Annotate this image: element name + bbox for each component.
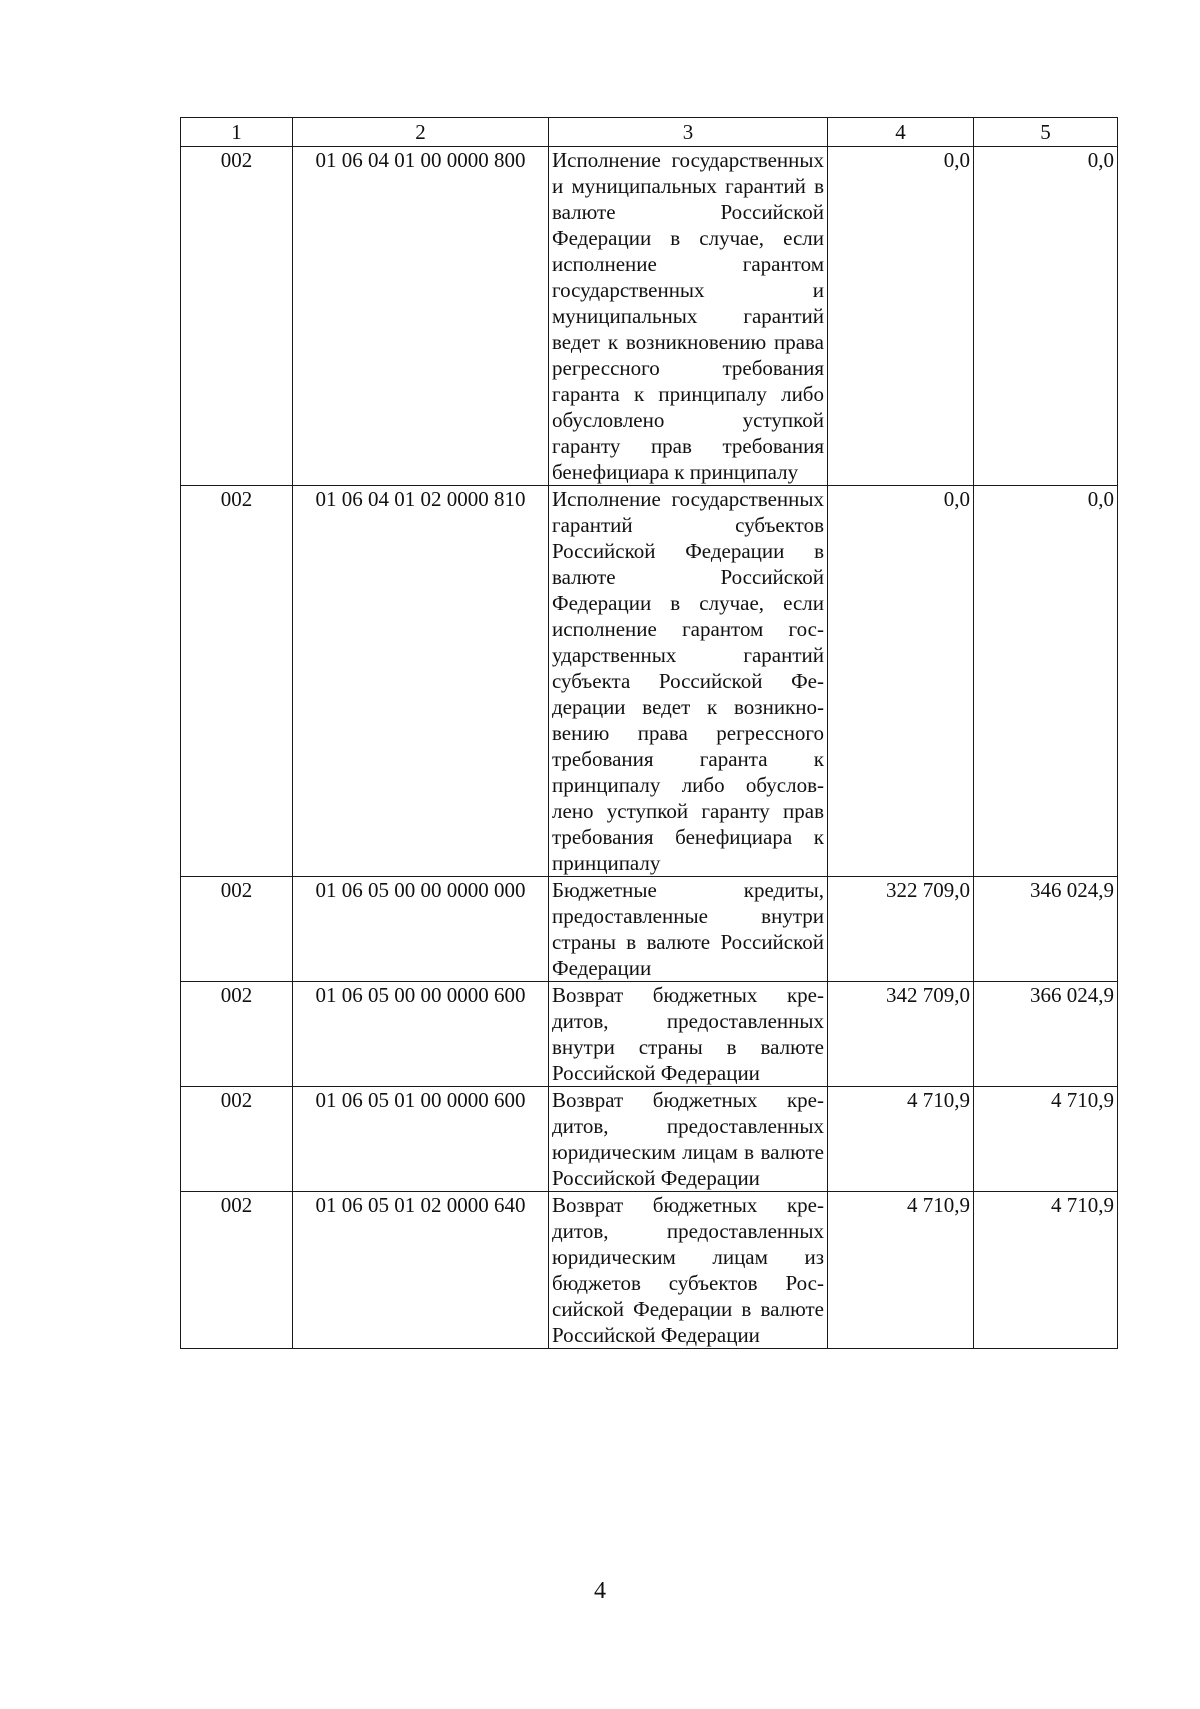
admin-code-cell: 002 (181, 877, 293, 982)
admin-code-cell: 002 (181, 486, 293, 877)
column-header-1: 1 (181, 118, 293, 147)
column-header-5: 5 (974, 118, 1118, 147)
amount-year1-cell: 0,0 (828, 486, 974, 877)
description-cell: Бюджетные кредиты, предоставленные внутри страны в валюте Российской Федерации (549, 877, 828, 982)
page-number: 4 (594, 1578, 606, 1604)
description-cell: Возврат бюджетных кредитов, предоставленных юридическим лицам из бюджетов субъектов Российской Федерации в валюте Российской Федерации (549, 1192, 828, 1349)
amount-year2-cell: 0,0 (974, 486, 1118, 877)
budget-sources-table (180, 117, 1118, 1349)
amount-year1-cell: 4 710,9 (828, 1087, 974, 1192)
description-cell: Исполнение государственных и муниципальных гарантий в валюте Российской Федерации в случае, если исполнение гарантом государственных и муниципальных гарантий ведет к возникновению права регрессного требования гаранта к принципалу либо обусловлено уступкой гаранту прав требования бенефициара к принципалу (549, 147, 828, 486)
admin-code-cell: 002 (181, 1192, 293, 1349)
description-cell: Исполнение государственных гарантий субъектов Российской Федерации в валюте Российской Федерации в случае, если исполнение гарантом государственных гарантий субъекта Российской Федерации ведет к возникновению права регрессного требования гаранта к принципалу либо обусловлено уступкой гаранту прав требования бенефициара к принципалу (549, 486, 828, 877)
table-row (181, 982, 1118, 1087)
amount-year2-cell: 366 024,9 (974, 982, 1118, 1087)
column-header-4: 4 (828, 118, 974, 147)
classification-code-cell: 01 06 05 01 00 0000 600 (293, 1087, 549, 1192)
classification-code-cell: 01 06 05 00 00 0000 600 (293, 982, 549, 1087)
amount-year1-cell: 0,0 (828, 147, 974, 486)
amount-year1-cell: 322 709,0 (828, 877, 974, 982)
admin-code-cell: 002 (181, 1087, 293, 1192)
table-row (181, 486, 1118, 877)
classification-code-cell: 01 06 05 01 02 0000 640 (293, 1192, 549, 1349)
amount-year2-cell: 346 024,9 (974, 877, 1118, 982)
amount-year2-cell: 0,0 (974, 147, 1118, 486)
admin-code-cell: 002 (181, 982, 293, 1087)
table-row (181, 147, 1118, 486)
description-cell: Возврат бюджетных кредитов, предоставленных внутри страны в валюте Российской Федерации (549, 982, 828, 1087)
amount-year1-cell: 4 710,9 (828, 1192, 974, 1349)
table-row (181, 877, 1118, 982)
admin-code-cell: 002 (181, 147, 293, 486)
table-header-row (181, 118, 1118, 147)
column-header-3: 3 (549, 118, 828, 147)
column-header-2: 2 (293, 118, 549, 147)
table-row (181, 1192, 1118, 1349)
amount-year2-cell: 4 710,9 (974, 1192, 1118, 1349)
amount-year2-cell: 4 710,9 (974, 1087, 1118, 1192)
amount-year1-cell: 342 709,0 (828, 982, 974, 1087)
description-cell: Возврат бюджетных кредитов, предоставленных юридическим лицам в валюте Российской Федерации (549, 1087, 828, 1192)
table-row (181, 1087, 1118, 1192)
classification-code-cell: 01 06 04 01 02 0000 810 (293, 486, 549, 877)
classification-code-cell: 01 06 04 01 00 0000 800 (293, 147, 549, 486)
classification-code-cell: 01 06 05 00 00 0000 000 (293, 877, 549, 982)
